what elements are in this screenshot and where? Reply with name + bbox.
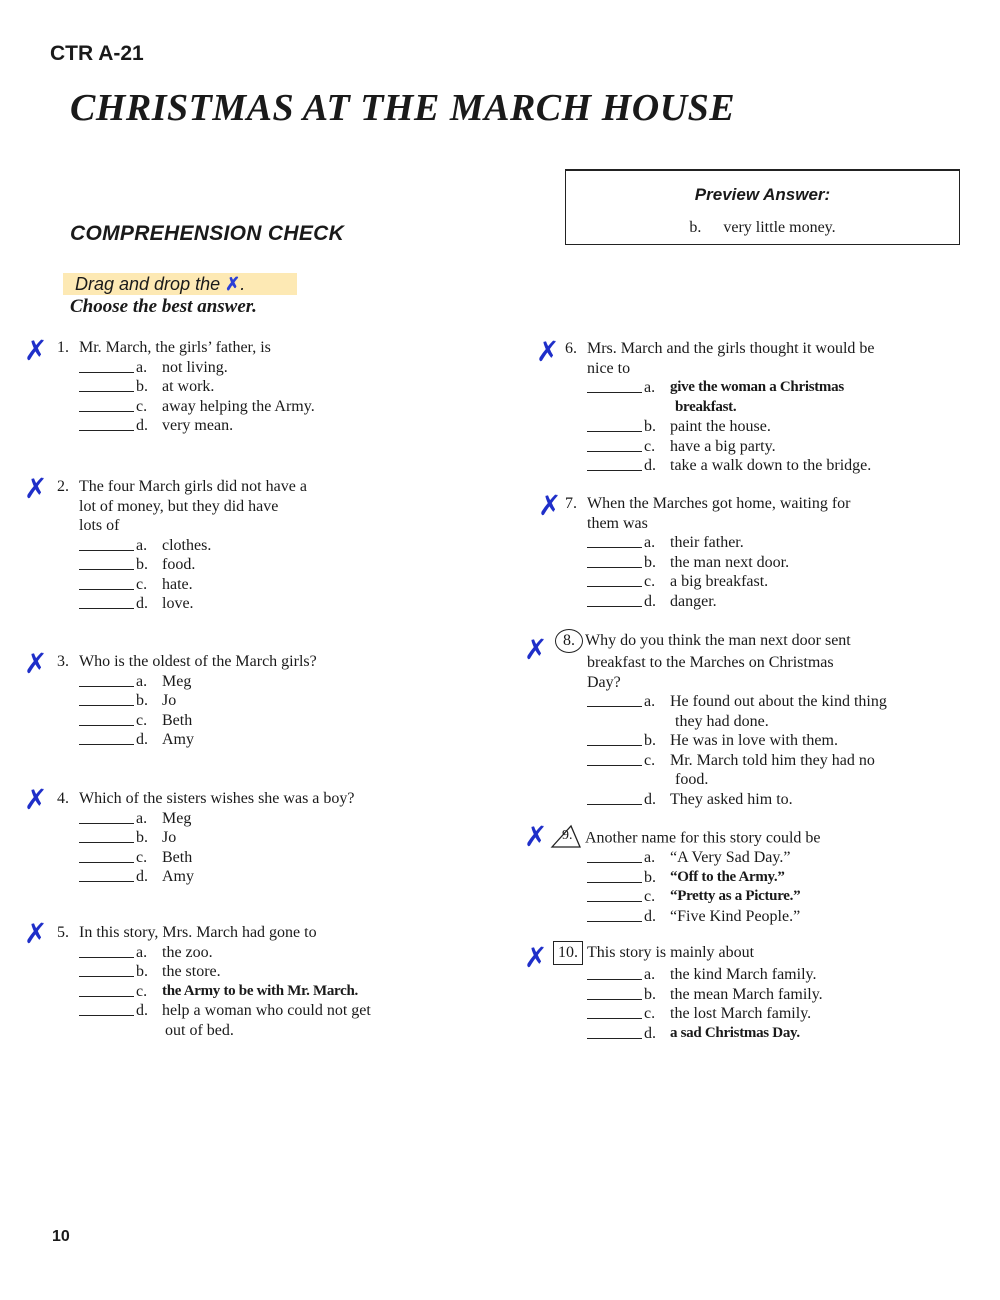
option-text: paint the house. [670, 418, 771, 435]
instruction-drag [63, 273, 297, 295]
option-b[interactable] [79, 962, 479, 982]
option-letter: a. [644, 534, 656, 551]
option-a[interactable] [587, 533, 977, 553]
option-c[interactable] [587, 887, 977, 907]
option-text: have a big party. [670, 437, 776, 455]
option-letter: b. [136, 378, 148, 395]
preview-answer [566, 219, 959, 237]
option-d[interactable] [587, 1024, 977, 1044]
option-letter: c. [644, 437, 656, 455]
answer-blank[interactable] [587, 907, 642, 922]
question-text: Mr. March, the girls’ father, is [79, 339, 271, 356]
answer-blank[interactable] [587, 378, 642, 393]
option-d[interactable] [587, 907, 977, 927]
option-text: clothes. [162, 536, 212, 554]
option-b[interactable] [587, 553, 977, 573]
option-letter: d. [136, 868, 148, 885]
option-text: Amy [162, 868, 194, 885]
question-number: 5. [57, 924, 69, 941]
option-text: hate. [162, 575, 193, 593]
option-text: “A Very Sad Day.” [670, 849, 791, 866]
option-letter: d. [644, 1024, 656, 1042]
question-text-line: them was [587, 514, 648, 532]
answer-blank[interactable] [587, 572, 642, 587]
answer-blank[interactable] [587, 848, 642, 863]
option-letter: a. [644, 379, 656, 396]
drag-x-mark-q7[interactable]: ✗ [538, 489, 562, 522]
option-text: Meg [162, 672, 192, 690]
answer-blank[interactable] [79, 730, 134, 745]
boxed-question-number: 10. [553, 941, 583, 965]
question-stem [565, 339, 977, 359]
option-letter: b. [136, 829, 148, 846]
option-letter: c. [644, 751, 656, 769]
drag-x-mark-q4[interactable]: ✗ [24, 783, 48, 816]
answer-blank[interactable] [79, 358, 134, 373]
option-letter: d. [644, 592, 656, 610]
option-text-continued: out of bed. [165, 1021, 234, 1039]
question-8 [563, 629, 977, 809]
option-b[interactable] [79, 691, 479, 711]
answer-blank[interactable] [587, 985, 642, 1000]
question-stem [57, 477, 479, 497]
answer-blank[interactable] [79, 982, 134, 997]
answer-blank[interactable] [587, 1024, 642, 1039]
option-text: the mean March family. [670, 985, 823, 1003]
option-c[interactable] [79, 982, 479, 1002]
answer-blank[interactable] [79, 672, 134, 687]
option-text: food. [162, 556, 196, 573]
option-text: They asked him to. [670, 790, 793, 808]
triangle-question-number [549, 824, 583, 848]
option-a[interactable] [587, 692, 977, 712]
option-b[interactable] [79, 555, 479, 575]
drag-x-mark-q9[interactable]: ✗ [524, 820, 548, 853]
question-4 [57, 789, 479, 887]
answer-blank[interactable] [587, 731, 642, 746]
option-b[interactable] [587, 417, 977, 437]
question-number: 6. [565, 340, 577, 357]
option-c[interactable] [79, 397, 479, 417]
question-stem [57, 652, 479, 672]
answer-blank[interactable] [587, 965, 642, 980]
option-text: the zoo. [162, 943, 213, 961]
option-letter: b. [136, 963, 148, 980]
question-1 [57, 338, 479, 436]
preview-answer-letter: b. [689, 219, 702, 236]
option-text: danger. [670, 592, 717, 610]
option-text: away helping the Army. [162, 397, 315, 415]
option-text: “Five Kind People.” [670, 907, 801, 925]
option-text: at work. [162, 378, 215, 395]
option-letter: a. [644, 966, 656, 983]
option-c[interactable] [79, 711, 479, 731]
option-text: help a woman who could not get [162, 1002, 371, 1019]
preview-title: Preview Answer: [694, 185, 831, 204]
answer-blank[interactable] [79, 828, 134, 843]
question-text: The four March girls did not have a [79, 478, 307, 495]
answer-blank[interactable] [79, 594, 134, 609]
question-2 [57, 477, 479, 614]
instruction-drag-period: . [240, 274, 246, 294]
answer-blank[interactable] [79, 1001, 134, 1016]
section-heading: COMPREHENSION CHECK [70, 222, 345, 245]
drag-x-mark-q10[interactable]: ✗ [524, 941, 548, 974]
question-text: Which of the sisters wishes she was a boy? [79, 790, 355, 807]
question-text: When the Marches got home, waiting for [587, 495, 851, 512]
option-text: the kind March family. [670, 966, 817, 983]
question-number: 3. [57, 653, 69, 670]
option-text: take a walk down to the bridge. [670, 457, 872, 474]
answer-blank[interactable] [79, 377, 134, 392]
option-text-continued: breakfast. [675, 398, 737, 415]
option-letter: c. [136, 711, 148, 729]
option-text: the man next door. [670, 553, 790, 571]
instruction-choose: Choose the best answer. [70, 296, 257, 317]
option-a[interactable] [79, 536, 479, 556]
question-stem [563, 629, 977, 653]
option-c[interactable] [79, 575, 479, 595]
option-d[interactable] [79, 1001, 479, 1021]
answer-blank[interactable] [79, 416, 134, 431]
question-stem [558, 941, 977, 965]
question-number: 7. [565, 495, 577, 512]
option-a[interactable] [79, 943, 479, 963]
question-7 [565, 494, 977, 611]
option-text: He was in love with them. [670, 732, 838, 749]
question-text-line: Day? [587, 673, 621, 691]
question-stem [57, 923, 479, 943]
option-d[interactable] [587, 456, 977, 476]
option-a[interactable] [587, 848, 977, 868]
answer-blank[interactable] [587, 868, 642, 883]
question-text-line: breakfast to the Marches on Christmas [587, 654, 834, 671]
drag-x-mark-q8[interactable]: ✗ [524, 633, 548, 666]
option-letter: a. [644, 693, 656, 710]
question-text: Another name for this story could be [585, 829, 821, 847]
drag-x-mark-q1[interactable]: ✗ [24, 334, 48, 367]
option-letter: a. [136, 536, 148, 554]
worksheet-code: CTR A-21 [50, 42, 144, 65]
option-letter: c. [644, 1005, 656, 1022]
option-c[interactable] [587, 1004, 977, 1024]
answer-blank[interactable] [79, 536, 134, 551]
question-text: This story is mainly about [587, 944, 755, 961]
question-3 [57, 652, 479, 750]
answer-blank[interactable] [79, 397, 134, 412]
option-letter: a. [136, 672, 148, 690]
option-a[interactable] [79, 358, 479, 378]
drag-x-mark-q6[interactable]: ✗ [536, 335, 560, 368]
option-letter: b. [644, 553, 656, 571]
answer-blank[interactable] [587, 1004, 642, 1019]
option-letter: b. [644, 985, 656, 1003]
option-letter: b. [644, 418, 656, 435]
question-stem [57, 338, 479, 358]
option-b[interactable] [587, 868, 977, 888]
option-letter: c. [136, 575, 148, 593]
option-c[interactable] [587, 751, 977, 771]
question-text: Why do you think the man next door sent [585, 632, 851, 649]
answer-blank[interactable] [79, 848, 134, 863]
option-letter: b. [644, 868, 656, 886]
option-letter: b. [136, 556, 148, 573]
option-a[interactable] [79, 672, 479, 692]
option-letter: d. [136, 417, 148, 434]
option-text: the store. [162, 963, 221, 980]
question-text: Mrs. March and the girls thought it would be [587, 340, 875, 357]
option-text: a sad Christmas Day. [670, 1024, 800, 1041]
option-letter: c. [644, 573, 656, 590]
option-c[interactable] [79, 848, 479, 868]
question-number: 1. [57, 339, 69, 356]
option-letter: c. [136, 397, 148, 415]
option-b[interactable] [79, 828, 479, 848]
option-letter: d. [136, 595, 148, 612]
option-letter: b. [644, 732, 656, 749]
option-letter: a. [136, 358, 148, 376]
option-text: Jo [162, 692, 177, 709]
answer-blank[interactable] [79, 943, 134, 958]
question-6 [565, 339, 977, 476]
option-text: very mean. [162, 417, 234, 434]
option-text-continued: food. [675, 771, 709, 788]
option-text: love. [162, 595, 194, 612]
option-text: “Pretty as a Picture.” [670, 888, 801, 904]
question-stem [565, 494, 977, 514]
option-text-continued: they had done. [675, 712, 769, 730]
x-mark-icon: ✗ [225, 274, 241, 294]
option-text: Mr. March told him they had no [670, 751, 875, 769]
option-c[interactable] [587, 437, 977, 457]
option-text: the Army to be with Mr. March. [162, 982, 358, 999]
question-number: 2. [57, 478, 69, 495]
option-d[interactable] [79, 594, 479, 614]
question-text-line: lots of [79, 517, 120, 534]
drag-x-mark-q3[interactable]: ✗ [24, 647, 48, 680]
question-text: In this story, Mrs. March had gone to [79, 924, 317, 941]
question-5 [57, 923, 479, 1040]
question-number: 4. [57, 790, 69, 807]
option-text: Beth [162, 711, 193, 729]
drag-x-mark-q5[interactable]: ✗ [24, 917, 48, 950]
option-letter: d. [136, 1002, 148, 1019]
answer-blank[interactable] [587, 437, 642, 452]
answer-blank[interactable] [587, 533, 642, 548]
option-d[interactable] [587, 790, 977, 810]
answer-blank[interactable] [587, 692, 642, 707]
option-letter: c. [644, 888, 656, 905]
option-text: give the woman a Christmas [670, 379, 844, 395]
answer-blank[interactable] [79, 555, 134, 570]
page-title: CHRISTMAS AT THE MARCH HOUSE [70, 87, 736, 129]
question-stem [562, 824, 977, 848]
option-b[interactable] [587, 731, 977, 751]
answer-blank[interactable] [587, 456, 642, 471]
option-text: “Off to the Army.” [670, 868, 785, 885]
preview-answer-box [565, 169, 960, 245]
answer-blank[interactable] [79, 711, 134, 726]
option-b[interactable] [587, 985, 977, 1005]
option-letter: d. [644, 907, 656, 925]
circled-question-number: 8. [555, 629, 583, 653]
option-letter: d. [136, 731, 148, 748]
page-number: 10 [52, 1228, 70, 1245]
answer-blank[interactable] [587, 751, 642, 766]
option-letter: a. [136, 809, 148, 827]
option-letter: d. [644, 457, 656, 474]
option-letter: c. [136, 848, 148, 866]
option-text: a big breakfast. [670, 573, 769, 590]
option-text: Meg [162, 809, 192, 827]
option-text: not living. [162, 358, 228, 376]
option-b[interactable] [79, 377, 479, 397]
answer-blank[interactable] [79, 809, 134, 824]
option-a[interactable] [79, 809, 479, 829]
option-text: Amy [162, 731, 194, 748]
question-text-line: lot of money, but they did have [79, 497, 279, 515]
option-d[interactable] [79, 867, 479, 887]
question-9 [562, 824, 977, 926]
answer-blank[interactable] [79, 867, 134, 882]
answer-blank[interactable] [587, 887, 642, 902]
option-letter: c. [136, 982, 148, 1000]
option-letter: b. [136, 692, 148, 709]
option-text: He found out about the kind thing [670, 693, 887, 710]
option-text: Beth [162, 848, 193, 866]
preview-answer-text: very little money. [723, 219, 836, 236]
question-number: 9. [562, 828, 573, 843]
option-text: Jo [162, 829, 177, 846]
option-d[interactable] [79, 416, 479, 436]
instruction-drag-text: Drag and drop the [75, 274, 221, 294]
option-c[interactable] [587, 572, 977, 592]
option-text: the lost March family. [670, 1005, 812, 1022]
option-text: their father. [670, 534, 744, 551]
answer-blank[interactable] [587, 417, 642, 432]
answer-blank[interactable] [79, 962, 134, 977]
option-d[interactable] [79, 730, 479, 750]
question-text-line: nice to [587, 359, 631, 377]
answer-blank[interactable] [79, 575, 134, 590]
answer-blank[interactable] [587, 592, 642, 607]
answer-blank[interactable] [587, 790, 642, 805]
option-letter: a. [136, 943, 148, 961]
option-letter: d. [644, 790, 656, 808]
option-d[interactable] [587, 592, 977, 612]
drag-x-mark-q2[interactable]: ✗ [24, 472, 48, 505]
question-stem [57, 789, 479, 809]
answer-blank[interactable] [79, 691, 134, 706]
question-text: Who is the oldest of the March girls? [79, 653, 317, 670]
option-letter: a. [644, 849, 656, 866]
option-a[interactable] [587, 965, 977, 985]
question-10 [558, 941, 977, 1043]
option-a[interactable] [587, 378, 977, 398]
answer-blank[interactable] [587, 553, 642, 568]
